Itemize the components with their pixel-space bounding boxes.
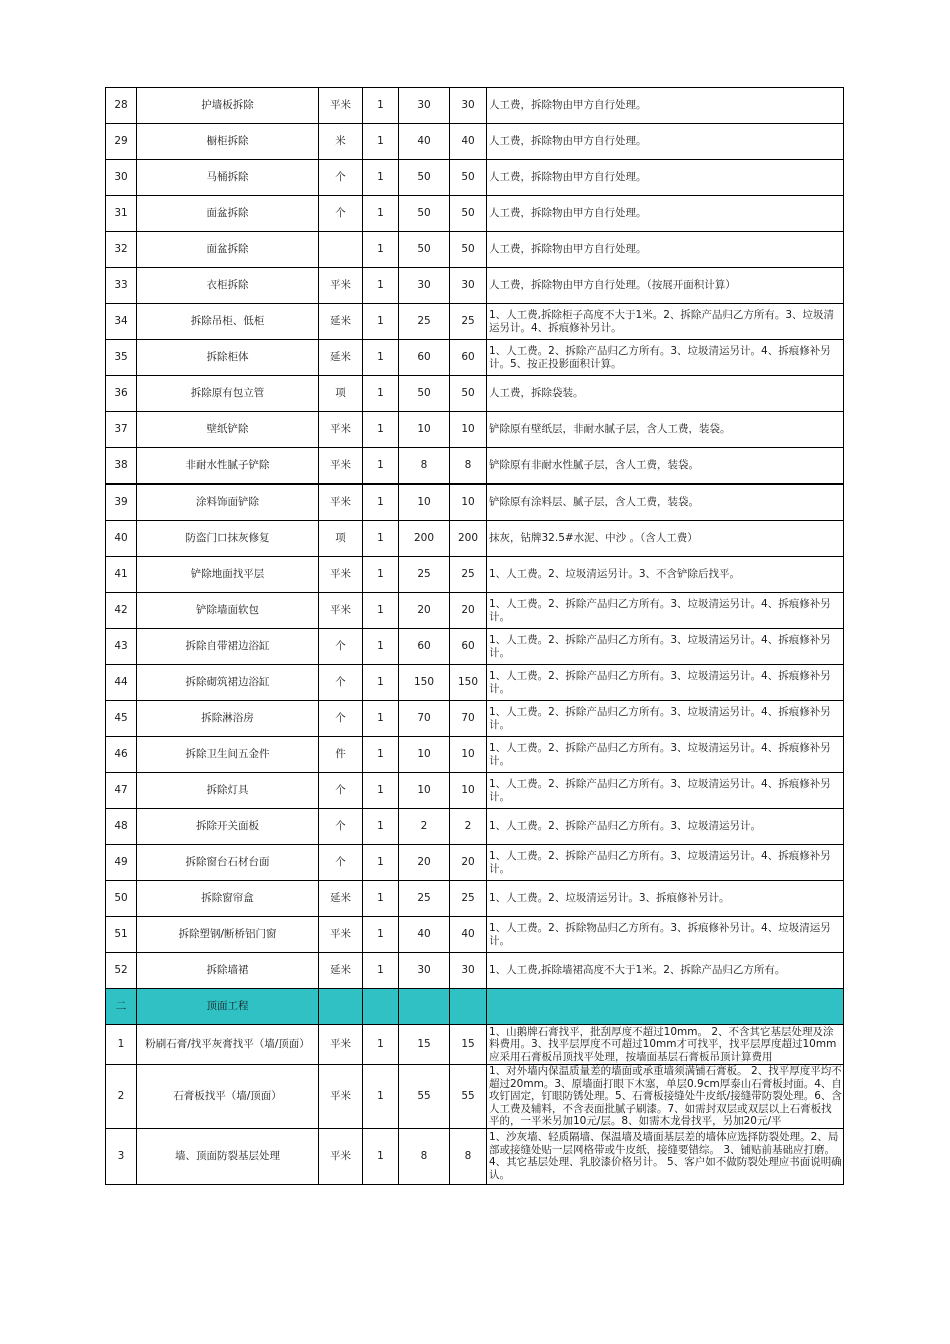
cell-total-price: 50: [450, 232, 487, 268]
cell-item-name: 粉刷石膏/找平灰膏找平（墙/顶面）: [137, 1025, 319, 1065]
cell-item-name: 非耐水性腻子铲除: [137, 448, 319, 485]
cell-item-name: 拆除卫生间五金件: [137, 737, 319, 773]
cell-item-name: 拆除灯具: [137, 773, 319, 809]
table-row: [106, 412, 844, 448]
cell-unit-price: 10: [399, 484, 450, 521]
cell-total-price: 20: [450, 593, 487, 629]
cell-unit: 平米: [319, 484, 363, 521]
cell-total-price: 30: [450, 268, 487, 304]
cell-total-price: 10: [450, 412, 487, 448]
cell-unit-price: 50: [399, 376, 450, 412]
cell-unit-price: 2: [399, 809, 450, 845]
cell-unit: 件: [319, 737, 363, 773]
cell-row-number: 40: [106, 521, 137, 557]
cell-quantity: 1: [363, 196, 399, 232]
cell-row-number: 51: [106, 917, 137, 953]
cell-total-price: 30: [450, 88, 487, 124]
cell-total-price: 25: [450, 557, 487, 593]
table-row: [106, 1128, 844, 1184]
cell-remark: 人工费，拆除物由甲方自行处理。: [487, 88, 844, 124]
cell-total-price: 10: [450, 737, 487, 773]
section-empty-cell: [450, 989, 487, 1025]
cell-remark: 1、人工费。2、拆除产品归乙方所有。3、垃圾清运另计。4、拆痕修补另计。: [487, 737, 844, 773]
table-row: [106, 665, 844, 701]
cell-row-number: 52: [106, 953, 137, 989]
cell-unit-price: 60: [399, 340, 450, 376]
cell-remark: 1、人工费。2、拆除产品归乙方所有。3、垃圾清运另计。4、拆痕修补另计。: [487, 701, 844, 737]
cell-remark: 1、沙灰墙、轻质隔墙、保温墙及墙面基层差的墙体应选择防裂处理。2、局部或接缝处贴一层网格带或牛皮纸，接缝要错综。 3、铺贴前基础应打磨。4、其它基层处理、乳胶漆价格另计。 5、客户如不做防裂处理应书面说明确认。: [487, 1128, 844, 1184]
cell-remark: 人工费，拆除物由甲方自行处理。: [487, 232, 844, 268]
cell-remark: 1、人工费。2、拆除产品归乙方所有。3、垃圾清运另计。4、拆痕修补另计。: [487, 845, 844, 881]
table-row: [106, 88, 844, 124]
cell-row-number: 46: [106, 737, 137, 773]
cell-quantity: 1: [363, 881, 399, 917]
cell-total-price: 40: [450, 917, 487, 953]
cell-unit-price: 70: [399, 701, 450, 737]
cell-item-name: 护墙板拆除: [137, 88, 319, 124]
cell-quantity: 1: [363, 484, 399, 521]
cell-unit: 个: [319, 773, 363, 809]
cell-remark: 1、人工费,拆除墙裙高度不大于1米。2、拆除产品归乙方所有。: [487, 953, 844, 989]
cell-unit-price: 20: [399, 593, 450, 629]
cell-item-name: 拆除塑钢/断桥铝门窗: [137, 917, 319, 953]
cell-item-name: 拆除墙裙: [137, 953, 319, 989]
cell-quantity: 1: [363, 737, 399, 773]
cell-quantity: 1: [363, 268, 399, 304]
cell-remark: 1、人工费。2、拆除产品归乙方所有。3、垃圾清运另计。4、拆痕修补另计。: [487, 629, 844, 665]
cell-remark: 1、人工费。2、拆除产品归乙方所有。3、垃圾清运另计。4、拆痕修补另计。5、按正投影面积计算。: [487, 340, 844, 376]
table-row: [106, 701, 844, 737]
cell-unit: 延米: [319, 340, 363, 376]
cell-remark: 铲除原有涂料层、腻子层，含人工费，装袋。: [487, 484, 844, 521]
table-row: [106, 881, 844, 917]
cell-row-number: 47: [106, 773, 137, 809]
quote-table: [105, 87, 844, 1185]
cell-item-name: 橱柜拆除: [137, 124, 319, 160]
table-row: [106, 160, 844, 196]
cell-row-number: 3: [106, 1128, 137, 1184]
cell-unit: 个: [319, 160, 363, 196]
table-row: [106, 232, 844, 268]
cell-item-name: 拆除砌筑裙边浴缸: [137, 665, 319, 701]
table-row: [106, 340, 844, 376]
cell-unit-price: 55: [399, 1065, 450, 1129]
cell-row-number: 50: [106, 881, 137, 917]
cell-unit-price: 10: [399, 412, 450, 448]
cell-unit: 项: [319, 376, 363, 412]
cell-quantity: 1: [363, 629, 399, 665]
cell-total-price: 10: [450, 773, 487, 809]
cell-unit: 平米: [319, 593, 363, 629]
table-row: [106, 629, 844, 665]
cell-unit-price: 50: [399, 232, 450, 268]
cell-quantity: 1: [363, 809, 399, 845]
cell-item-name: 壁纸铲除: [137, 412, 319, 448]
table-row: [106, 773, 844, 809]
section-header-row: [106, 989, 844, 1025]
cell-unit: 平米: [319, 412, 363, 448]
cell-unit-price: 50: [399, 160, 450, 196]
cell-remark: 1、人工费。2、垃圾清运另计。3、拆痕修补另计。: [487, 881, 844, 917]
cell-unit: 延米: [319, 881, 363, 917]
table-row: [106, 124, 844, 160]
cell-unit: 个: [319, 701, 363, 737]
cell-item-name: 拆除自带裙边浴缸: [137, 629, 319, 665]
cell-quantity: 1: [363, 376, 399, 412]
cell-remark: 铲除原有壁纸层，非耐水腻子层，含人工费，装袋。: [487, 412, 844, 448]
cell-unit-price: 40: [399, 124, 450, 160]
cell-row-number: 33: [106, 268, 137, 304]
cell-row-number: 48: [106, 809, 137, 845]
cell-quantity: 1: [363, 340, 399, 376]
table-row: [106, 376, 844, 412]
cell-row-number: 34: [106, 304, 137, 340]
cell-item-name: 马桶拆除: [137, 160, 319, 196]
cell-remark: 人工费，拆除物由甲方自行处理。（按展开面积计算）: [487, 268, 844, 304]
cell-total-price: 40: [450, 124, 487, 160]
table-row: [106, 917, 844, 953]
cell-row-number: 29: [106, 124, 137, 160]
cell-quantity: 1: [363, 1128, 399, 1184]
cell-item-name: 拆除柜体: [137, 340, 319, 376]
cell-quantity: 1: [363, 1065, 399, 1129]
cell-unit: 项: [319, 521, 363, 557]
table-row: [106, 1065, 844, 1129]
cell-remark: 人工费，拆除物由甲方自行处理。: [487, 196, 844, 232]
cell-remark: 人工费，拆除物由甲方自行处理。: [487, 124, 844, 160]
cell-quantity: 1: [363, 448, 399, 485]
cell-total-price: 200: [450, 521, 487, 557]
cell-item-name: 拆除窗台石材台面: [137, 845, 319, 881]
cell-unit: 个: [319, 629, 363, 665]
table-row: [106, 845, 844, 881]
cell-quantity: 1: [363, 1025, 399, 1065]
cell-row-number: 38: [106, 448, 137, 485]
cell-remark: 1、山鹅牌石膏找平，批刮厚度不超过10mm。 2、不含其它基层处理及涂料费用。3、找平层厚度不可超过10mm才可找平，找平层厚度超过10mm应采用石膏板吊顶找平处理，按墙面基层石膏板吊顶计算费用: [487, 1025, 844, 1065]
cell-quantity: 1: [363, 88, 399, 124]
cell-unit-price: 10: [399, 737, 450, 773]
cell-quantity: 1: [363, 304, 399, 340]
table-body: [106, 88, 844, 1185]
cell-unit-price: 25: [399, 304, 450, 340]
cell-quantity: 1: [363, 232, 399, 268]
cell-unit-price: 30: [399, 268, 450, 304]
cell-item-name: 面盆拆除: [137, 196, 319, 232]
cell-row-number: 37: [106, 412, 137, 448]
cell-row-number: 41: [106, 557, 137, 593]
cell-item-name: 石膏板找平（墙/顶面）: [137, 1065, 319, 1129]
table-row: [106, 1025, 844, 1065]
cell-unit: 个: [319, 196, 363, 232]
section-empty-cell: [319, 989, 363, 1025]
cell-remark: 1、人工费。2、垃圾清运另计。3、不含铲除后找平。: [487, 557, 844, 593]
cell-remark: 1、人工费。2、拆除产品归乙方所有。3、垃圾清运另计。4、拆痕修补另计。: [487, 593, 844, 629]
cell-row-number: 36: [106, 376, 137, 412]
cell-item-name: 拆除窗帘盒: [137, 881, 319, 917]
section-empty-cell: [363, 989, 399, 1025]
cell-unit: 平米: [319, 1025, 363, 1065]
cell-item-name: 拆除吊柜、低柜: [137, 304, 319, 340]
cell-total-price: 50: [450, 376, 487, 412]
section-empty-cell: [487, 989, 844, 1025]
cell-row-number: 2: [106, 1065, 137, 1129]
cell-unit-price: 30: [399, 88, 450, 124]
cell-item-name: 涂料饰面铲除: [137, 484, 319, 521]
cell-quantity: 1: [363, 557, 399, 593]
cell-unit: 个: [319, 809, 363, 845]
cell-remark: 1、人工费。2、拆除产品归乙方所有。3、垃圾清运另计。4、拆痕修补另计。: [487, 773, 844, 809]
table-row: [106, 304, 844, 340]
cell-total-price: 60: [450, 629, 487, 665]
cell-unit: 延米: [319, 953, 363, 989]
cell-remark: 1、人工费。2、拆除产品归乙方所有。3、垃圾清运另计。: [487, 809, 844, 845]
cell-item-name: 墙、顶面防裂基层处理: [137, 1128, 319, 1184]
cell-item-name: 拆除原有包立管: [137, 376, 319, 412]
cell-total-price: 15: [450, 1025, 487, 1065]
cell-total-price: 55: [450, 1065, 487, 1129]
cell-unit-price: 25: [399, 557, 450, 593]
cell-unit: [319, 232, 363, 268]
cell-unit-price: 40: [399, 917, 450, 953]
cell-unit-price: 10: [399, 773, 450, 809]
cell-total-price: 60: [450, 340, 487, 376]
cell-row-number: 49: [106, 845, 137, 881]
cell-unit: 平米: [319, 1128, 363, 1184]
cell-unit: 个: [319, 845, 363, 881]
table-row: [106, 557, 844, 593]
cell-row-number: 44: [106, 665, 137, 701]
cell-quantity: 1: [363, 160, 399, 196]
cell-quantity: 1: [363, 412, 399, 448]
cell-unit: 平米: [319, 1065, 363, 1129]
cell-quantity: 1: [363, 701, 399, 737]
cell-row-number: 43: [106, 629, 137, 665]
table-row: [106, 484, 844, 521]
cell-quantity: 1: [363, 593, 399, 629]
cell-remark: 人工费，拆除袋装。: [487, 376, 844, 412]
cell-remark: 1、人工费。2、拆除物品归乙方所有。3、拆痕修补另计。4、垃圾清运另计。: [487, 917, 844, 953]
cell-unit-price: 200: [399, 521, 450, 557]
cell-item-name: 防盗门口抹灰修复: [137, 521, 319, 557]
cell-unit: 平米: [319, 88, 363, 124]
cell-row-number: 35: [106, 340, 137, 376]
cell-quantity: 1: [363, 845, 399, 881]
cell-quantity: 1: [363, 953, 399, 989]
table-row: [106, 809, 844, 845]
cell-row-number: 39: [106, 484, 137, 521]
cell-row-number: 42: [106, 593, 137, 629]
table-row: [106, 593, 844, 629]
cell-row-number: 31: [106, 196, 137, 232]
cell-item-name: 铲除地面找平层: [137, 557, 319, 593]
cell-total-price: 8: [450, 1128, 487, 1184]
cell-unit-price: 8: [399, 448, 450, 485]
table-row: [106, 737, 844, 773]
cell-total-price: 50: [450, 160, 487, 196]
cell-remark: 1、人工费。2、拆除产品归乙方所有。3、垃圾清运另计。4、拆痕修补另计。: [487, 665, 844, 701]
cell-total-price: 8: [450, 448, 487, 485]
cell-quantity: 1: [363, 773, 399, 809]
cell-remark: 1、人工费,拆除柜子高度不大于1米。2、拆除产品归乙方所有。3、垃圾清运另计。4、拆痕修补另计。: [487, 304, 844, 340]
cell-unit: 米: [319, 124, 363, 160]
cell-unit-price: 20: [399, 845, 450, 881]
cell-total-price: 25: [450, 881, 487, 917]
cell-row-number: 30: [106, 160, 137, 196]
cell-row-number: 28: [106, 88, 137, 124]
cell-total-price: 50: [450, 196, 487, 232]
cell-total-price: 2: [450, 809, 487, 845]
cell-unit: 延米: [319, 304, 363, 340]
cell-unit: 个: [319, 665, 363, 701]
cell-remark: 人工费，拆除物由甲方自行处理。: [487, 160, 844, 196]
table-row: [106, 448, 844, 485]
cell-item-name: 拆除淋浴房: [137, 701, 319, 737]
cell-quantity: 1: [363, 521, 399, 557]
cell-unit-price: 60: [399, 629, 450, 665]
cell-total-price: 70: [450, 701, 487, 737]
section-name: 顶面工程: [137, 989, 319, 1025]
cell-unit-price: 50: [399, 196, 450, 232]
cell-item-name: 铲除墙面软包: [137, 593, 319, 629]
cell-row-number: 1: [106, 1025, 137, 1065]
cell-unit-price: 25: [399, 881, 450, 917]
cell-total-price: 150: [450, 665, 487, 701]
cell-unit: 平米: [319, 268, 363, 304]
cell-row-number: 45: [106, 701, 137, 737]
cell-total-price: 30: [450, 953, 487, 989]
cell-unit-price: 150: [399, 665, 450, 701]
cell-total-price: 25: [450, 304, 487, 340]
cell-unit: 平米: [319, 448, 363, 485]
table-row: [106, 196, 844, 232]
cell-total-price: 10: [450, 484, 487, 521]
cell-quantity: 1: [363, 665, 399, 701]
section-number: 二: [106, 989, 137, 1025]
cell-unit: 平米: [319, 557, 363, 593]
table-row: [106, 521, 844, 557]
cell-remark: 抹灰，钻牌32.5#水泥、中沙 。（含人工费）: [487, 521, 844, 557]
cell-total-price: 20: [450, 845, 487, 881]
cell-unit-price: 15: [399, 1025, 450, 1065]
cell-item-name: 拆除开关面板: [137, 809, 319, 845]
cell-unit-price: 30: [399, 953, 450, 989]
section-empty-cell: [399, 989, 450, 1025]
cell-unit: 平米: [319, 917, 363, 953]
cell-quantity: 1: [363, 917, 399, 953]
cell-remark: 1、对外墙内保温质量差的墙面或承重墙须满铺石膏板。 2、找平厚度平均不超过20mm。3、原墙面打眼下木塞，单层0.9cm厚泰山石膏板封面。4、自攻钉固定，钉眼防锈处理。5、石膏板接缝处牛皮纸/接缝带防裂处理。6、含人工费及辅料，不含表面批腻子刷漆。7、如需封双层或双层以上石膏板找平的，一平米另加10元/层。8、如需木龙骨找平，另加20元/平: [487, 1065, 844, 1129]
cell-remark: 铲除原有非耐水性腻子层，含人工费，装袋。: [487, 448, 844, 485]
table-row: [106, 953, 844, 989]
cell-item-name: 面盆拆除: [137, 232, 319, 268]
table-row: [106, 268, 844, 304]
cell-quantity: 1: [363, 124, 399, 160]
cell-row-number: 32: [106, 232, 137, 268]
cell-unit-price: 8: [399, 1128, 450, 1184]
cell-item-name: 衣柜拆除: [137, 268, 319, 304]
